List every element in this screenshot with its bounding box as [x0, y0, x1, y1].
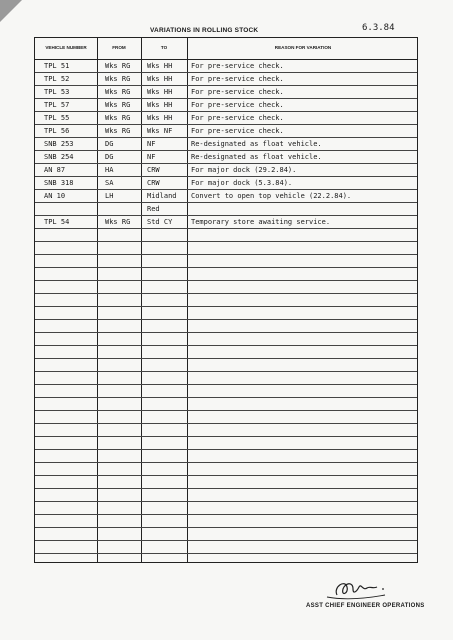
- cell-vehicle: SNB 318: [44, 179, 74, 187]
- cell-vehicle: SNB 254: [44, 153, 74, 161]
- cell-from: Wks RG: [105, 62, 131, 70]
- signature-label: ASST CHIEF ENGINEER OPERATIONS: [306, 603, 425, 609]
- cell-vehicle: TPL 53: [44, 88, 70, 96]
- cell-to: Std CY: [147, 218, 173, 226]
- table-row: [35, 502, 417, 515]
- cell-vehicle: TPL 54: [44, 218, 70, 226]
- table-row: [35, 294, 417, 307]
- document-title: VARIATIONS IN ROLLING STOCK: [150, 27, 259, 34]
- cell-reason: For pre-service check.: [191, 114, 284, 122]
- cell-from: DG: [105, 140, 114, 148]
- cell-to: Wks NF: [147, 127, 173, 135]
- cell-to: Wks HH: [147, 88, 173, 96]
- table-row: [35, 60, 417, 73]
- cell-from: SA: [105, 179, 114, 187]
- table-row: [35, 346, 417, 359]
- table-row: [35, 515, 417, 528]
- header-reason: REASON FOR VARIATION: [274, 45, 332, 51]
- cell-vehicle: TPL 51: [44, 62, 70, 70]
- cell-to: CRW: [147, 179, 160, 187]
- cell-reason: For pre-service check.: [191, 62, 284, 70]
- cell-from: HA: [105, 166, 114, 174]
- table-row: [35, 307, 417, 320]
- cell-from: Wks RG: [105, 114, 131, 122]
- cell-from: DG: [105, 153, 114, 161]
- cell-reason: For pre-service check.: [191, 101, 284, 109]
- table-row: [35, 164, 417, 177]
- cell-from: LH: [105, 192, 114, 200]
- cell-reason: For pre-service check.: [191, 75, 284, 83]
- table-row: [35, 372, 417, 385]
- table-row: [35, 242, 417, 255]
- table-row: [35, 541, 417, 554]
- table-row: [35, 333, 417, 346]
- table-row: [35, 138, 417, 151]
- cell-vehicle: TPL 55: [44, 114, 70, 122]
- cell-to: Wks HH: [147, 62, 173, 70]
- table-row: [35, 216, 417, 229]
- cell-to: NF: [147, 153, 156, 161]
- table-row: [35, 151, 417, 164]
- cell-to: Red: [147, 205, 160, 213]
- cell-reason: For pre-service check.: [191, 127, 284, 135]
- cell-to: Wks HH: [147, 114, 173, 122]
- cell-vehicle: SNB 253: [44, 140, 74, 148]
- cell-reason: For major dock (5.3.84).: [191, 179, 293, 187]
- table-row: [35, 229, 417, 242]
- variations-table: [34, 37, 418, 563]
- table-row: [35, 281, 417, 294]
- cell-vehicle: AN 10: [44, 192, 66, 200]
- cell-to: Wks HH: [147, 101, 173, 109]
- table-header: [35, 38, 417, 60]
- document-date: 6.3.84: [362, 23, 395, 33]
- table-row: [35, 268, 417, 281]
- table-row: [35, 463, 417, 476]
- header-to: TO: [160, 45, 168, 51]
- table-row: [35, 177, 417, 190]
- header-from: FROM: [112, 45, 126, 51]
- table-row: [35, 190, 417, 203]
- table-row: [35, 359, 417, 372]
- table-row: [35, 528, 417, 541]
- cell-reason: Re-designated as float vehicle.: [191, 153, 322, 161]
- table-row: [35, 437, 417, 450]
- table-row: [35, 112, 417, 125]
- cell-vehicle: TPL 52: [44, 75, 70, 83]
- cell-vehicle: TPL 57: [44, 101, 70, 109]
- table-row: [35, 320, 417, 333]
- table-row: [35, 424, 417, 437]
- cell-reason: For pre-service check.: [191, 88, 284, 96]
- cell-to: CRW: [147, 166, 160, 174]
- table-row: [35, 99, 417, 112]
- cell-to: Wks HH: [147, 75, 173, 83]
- table-row: [35, 411, 417, 424]
- cell-vehicle: AN 87: [44, 166, 66, 174]
- table-row: [35, 489, 417, 502]
- cell-from: Wks RG: [105, 75, 131, 83]
- cell-vehicle: TPL 56: [44, 127, 70, 135]
- table-row: [35, 203, 417, 216]
- cell-reason: Convert to open top vehicle (22.2.84).: [191, 192, 352, 200]
- cell-to: Midland: [147, 192, 177, 200]
- folded-corner: [0, 0, 22, 22]
- table-row: [35, 398, 417, 411]
- handwritten-signature: [323, 573, 393, 603]
- header-vehicle-number: VEHICLE NUMBER: [45, 45, 87, 51]
- cell-reason: Re-designated as float vehicle.: [191, 140, 322, 148]
- cell-reason: For major dock (29.2.84).: [191, 166, 297, 174]
- table-row: [35, 86, 417, 99]
- cell-from: Wks RG: [105, 127, 131, 135]
- table-row: [35, 255, 417, 268]
- table-row: [35, 476, 417, 489]
- cell-reason: Temporary store awaiting service.: [191, 218, 331, 226]
- table-row: [35, 450, 417, 463]
- table-row: [35, 385, 417, 398]
- table-row: [35, 125, 417, 138]
- cell-from: Wks RG: [105, 88, 131, 96]
- cell-from: Wks RG: [105, 101, 131, 109]
- table-row: [35, 73, 417, 86]
- cell-from: Wks RG: [105, 218, 131, 226]
- cell-to: NF: [147, 140, 156, 148]
